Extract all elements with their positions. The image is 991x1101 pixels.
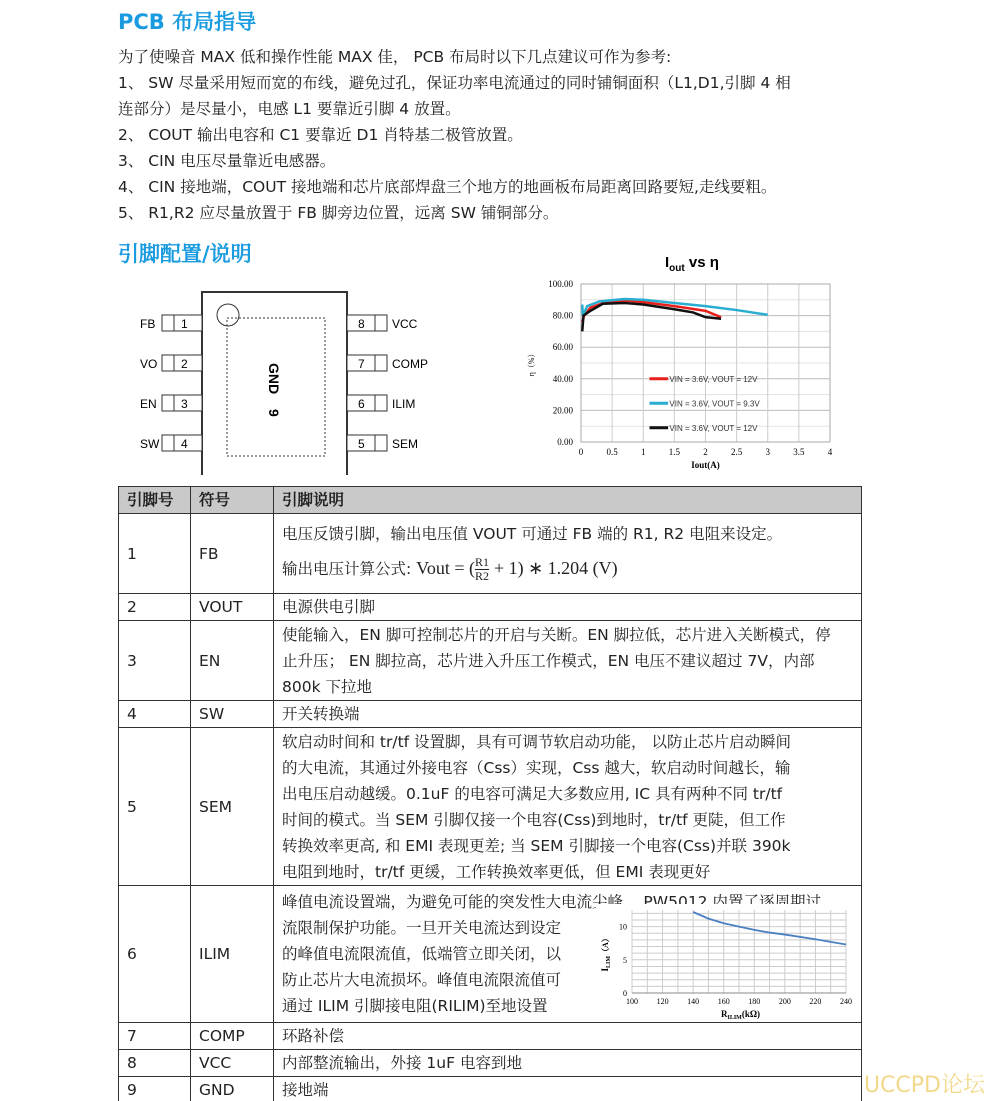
pin-symbol: VOUT	[191, 594, 274, 621]
series-line	[582, 303, 721, 331]
x-tick-label: 180	[748, 997, 761, 1006]
pcb-list-item: 5、 R1,R2 应尽量放置于 FB 脚旁边位置，远离 SW 铺铜部分。	[118, 204, 559, 222]
ilim-chart	[596, 904, 861, 1019]
description-line: 通过 ILIM 引脚接电阻(RILIM)至地设置	[282, 997, 548, 1015]
pin-number: 5	[119, 728, 191, 886]
description-line: 开关转换端	[282, 705, 360, 723]
pcb-list	[118, 70, 791, 226]
pin-number: 4	[119, 701, 191, 728]
pin-symbol: ILIM	[191, 886, 274, 1023]
x-tick-label: 160	[717, 997, 730, 1006]
pin-number: 6	[119, 886, 191, 1023]
pin-name: VO	[140, 357, 158, 371]
pin-number: 2	[181, 357, 188, 371]
y-tick-label: 5	[623, 955, 627, 965]
pin-6	[347, 395, 387, 411]
x-tick-label: 1	[641, 447, 646, 457]
description-line: 流限制保护功能。一旦开关电流达到设定	[282, 919, 562, 937]
description-line: 电阻到地时，tr/tf 更缓，工作转换效率更低，但 EMI 表现更好	[282, 862, 711, 881]
pin-description	[274, 1050, 862, 1077]
pcb-list-item: 2、 COUT 输出电容和 C1 要靠近 D1 肖特基二极管放置。	[118, 126, 523, 144]
fraction	[475, 556, 489, 583]
pin-name: SW	[140, 437, 160, 451]
description-line: 使能输入，EN 脚可控制芯片的开启与关断。EN 脚拉低，芯片进入关断模式，停	[282, 625, 831, 644]
x-tick-label: 3	[765, 447, 770, 457]
legend-label: VIN = 3.6V, VOUT = 12V	[669, 423, 758, 433]
pin-8	[347, 315, 387, 331]
description-line: 转换效率更高, 和 EMI 表现更差; 当 SEM 引脚接一个电容(Css)并联 390k	[282, 836, 791, 855]
pin-description	[274, 701, 862, 728]
pin-symbol: SW	[191, 701, 274, 728]
x-tick-label: 120	[656, 997, 669, 1006]
x-tick-label: 2	[703, 447, 708, 457]
description-line: 电压反馈引脚，输出电压值 VOUT 可通过 FB 端的 R1, R2 电阻来设定。	[282, 524, 783, 543]
pin-description	[274, 1077, 862, 1101]
pin-number: 3	[119, 621, 191, 701]
y-tick-label: 0.00	[557, 437, 573, 447]
header-symbol: 符号	[191, 487, 274, 514]
formula-lhs: Vout = (	[416, 557, 475, 578]
x-tick-label: 200	[778, 997, 791, 1006]
pin-number: 9	[119, 1077, 191, 1101]
x-tick-label: 2.5	[731, 447, 743, 457]
table-row	[119, 701, 862, 728]
description-line: 的峰值电流限流值，低端管立即关闭，以	[282, 945, 562, 963]
pin-config-heading: 引脚配置/说明	[118, 242, 252, 266]
description-line: 防止芯片大电流损坏。峰值电流限流值可	[282, 971, 562, 989]
x-tick-label: 100	[626, 997, 638, 1006]
pin-name: ILIM	[392, 397, 416, 411]
formula-rhs: + 1) ∗ 1.204 (V)	[493, 557, 618, 578]
y-tick-label: 0	[623, 989, 627, 998]
pcb-list-item: 1、 SW 尽量采用短而宽的布线，避免过孔，保证功率电流通过的同时铺铜面积（L1,D1,引脚 4 相	[118, 74, 791, 92]
pin-symbol: VCC	[191, 1050, 274, 1077]
x-tick-label: 240	[840, 997, 852, 1006]
denominator: R2	[475, 568, 490, 583]
formula-label: 输出电压计算公式:	[282, 559, 412, 578]
pad-number: 9	[266, 409, 282, 417]
legend-label: VIN = 3.6V, VOUT = 12V	[669, 374, 758, 384]
x-tick-label: 1.5	[668, 447, 680, 457]
pin-description	[274, 1023, 862, 1050]
pin-number: 2	[119, 594, 191, 621]
pin-description	[274, 621, 862, 701]
x-tick-label: 4	[827, 447, 833, 457]
pin-number: 8	[358, 317, 365, 331]
pin-name: COMP	[392, 357, 428, 371]
table-row	[119, 1077, 862, 1101]
description-line: 止升压； EN 脚拉高，芯片进入升压工作模式，EN 电压不建议超过 7V，内部	[282, 651, 815, 670]
pcb-intro: 为了使噪音 MAX 低和操作性能 MAX 佳， PCB 布局时以下几点建议可作为参考:	[118, 48, 672, 66]
x-tick-label: 140	[687, 997, 700, 1006]
pin-description	[274, 594, 862, 621]
watermark: UCCPD论坛	[863, 1073, 985, 1098]
y-axis-label: η（%）	[527, 349, 536, 377]
y-tick-label: 40.00	[552, 373, 573, 384]
legend-label: VIN = 3.6V, VOUT = 9.3V	[669, 399, 760, 409]
description-line: 800k 下拉地	[282, 677, 372, 696]
pin-description	[274, 514, 862, 594]
pin-name: VCC	[392, 317, 418, 331]
pin-symbol: FB	[191, 514, 274, 594]
pin-5	[347, 435, 387, 451]
pin-7	[347, 355, 387, 371]
pin-number: 5	[358, 437, 365, 451]
x-axis-label: Iout(A)	[691, 460, 720, 470]
pin-name: FB	[140, 317, 156, 331]
header-description: 引脚说明	[274, 487, 862, 514]
table-row	[119, 1023, 862, 1050]
pin-symbol: EN	[191, 621, 274, 701]
pin-symbol: COMP	[191, 1023, 274, 1050]
pin-number: 4	[181, 437, 188, 451]
table-header-row	[119, 487, 862, 514]
x-axis-label: $R_{ILIM}(k\Omega)$	[721, 1009, 761, 1019]
x-tick-label: 0	[578, 447, 584, 457]
header-pin-number: 引脚号	[119, 487, 191, 514]
x-tick-label: 3.5	[793, 447, 805, 457]
pin-symbol: GND	[191, 1077, 274, 1101]
pin-number: 7	[358, 357, 365, 371]
pin-number: 1	[181, 317, 188, 331]
description-line: 的大电流，其通过外接电容（Css）实现，Css 越大，软启动时间越长，输	[282, 758, 791, 777]
pin-symbol: SEM	[191, 728, 274, 886]
y-tick-label: 60.00	[552, 342, 573, 353]
pin-number: 7	[119, 1023, 191, 1050]
pcb-list-item: 4、 CIN 接地端，COUT 接地端和芯片底部焊盘三个地方的地画板布局距离回路要短,走线要粗。	[118, 178, 777, 196]
table-row	[119, 594, 862, 621]
pcb-layout-heading: PCB 布局指导	[118, 10, 257, 34]
pin-number: 8	[119, 1050, 191, 1077]
description-line: 峰值电流设置端，为避免可能的突发性大电流尖峰， PW5012 内置了逐周期过	[282, 893, 821, 911]
package-diagram	[130, 285, 440, 475]
pin-number: 1	[119, 514, 191, 594]
y-tick-label: 80.00	[552, 310, 573, 321]
pcb-list-item: 3、 CIN 电压尽量靠近电感器。	[118, 152, 336, 170]
y-tick-label: 100.00	[548, 279, 573, 289]
description-line: 内部整流输出，外接 1uF 电容到地	[282, 1054, 522, 1072]
formula	[282, 555, 853, 583]
description-line: 环路补偿	[282, 1027, 345, 1045]
description-line: 电源供电引脚	[282, 598, 376, 616]
pin-number: 3	[181, 397, 188, 411]
pin-description	[274, 728, 862, 886]
y-axis-label: $I_{LIM}(A)$	[600, 934, 612, 972]
efficiency-chart	[520, 245, 850, 480]
y-tick-label: 20.00	[552, 405, 573, 416]
table-row	[119, 514, 862, 594]
pad-label: GND	[266, 363, 282, 395]
numerator: R1	[475, 554, 490, 569]
pin-number: 6	[358, 397, 365, 411]
description-line: 时间的模式。当 SEM 引脚仅接一个电容(Css)到地时，tr/tf 更陡，但工作	[282, 810, 786, 829]
x-tick-label: 0.5	[606, 447, 618, 457]
x-tick-label: 220	[809, 997, 822, 1006]
chart-title: $I_{out}$ vs η	[665, 254, 719, 274]
pcb-list-item: 连部分）是尽量小，电感 L1 要靠近引脚 4 放置。	[118, 100, 461, 118]
description-line: 出电压启动越缓。0.1uF 的电容可满足大多数应用, IC 具有两种不同 tr/tf	[282, 784, 783, 803]
description-line: 接地端	[282, 1081, 329, 1099]
pin-name: SEM	[392, 437, 419, 451]
description-line: 软启动时间和 tr/tf 设置脚，具有可调节软启动功能， 以防止芯片启动瞬间	[282, 732, 791, 751]
y-tick-label: 10	[619, 922, 627, 932]
pin-name: EN	[140, 397, 157, 411]
table-row	[119, 1050, 862, 1077]
table-row	[119, 621, 862, 701]
table-row	[119, 728, 862, 886]
